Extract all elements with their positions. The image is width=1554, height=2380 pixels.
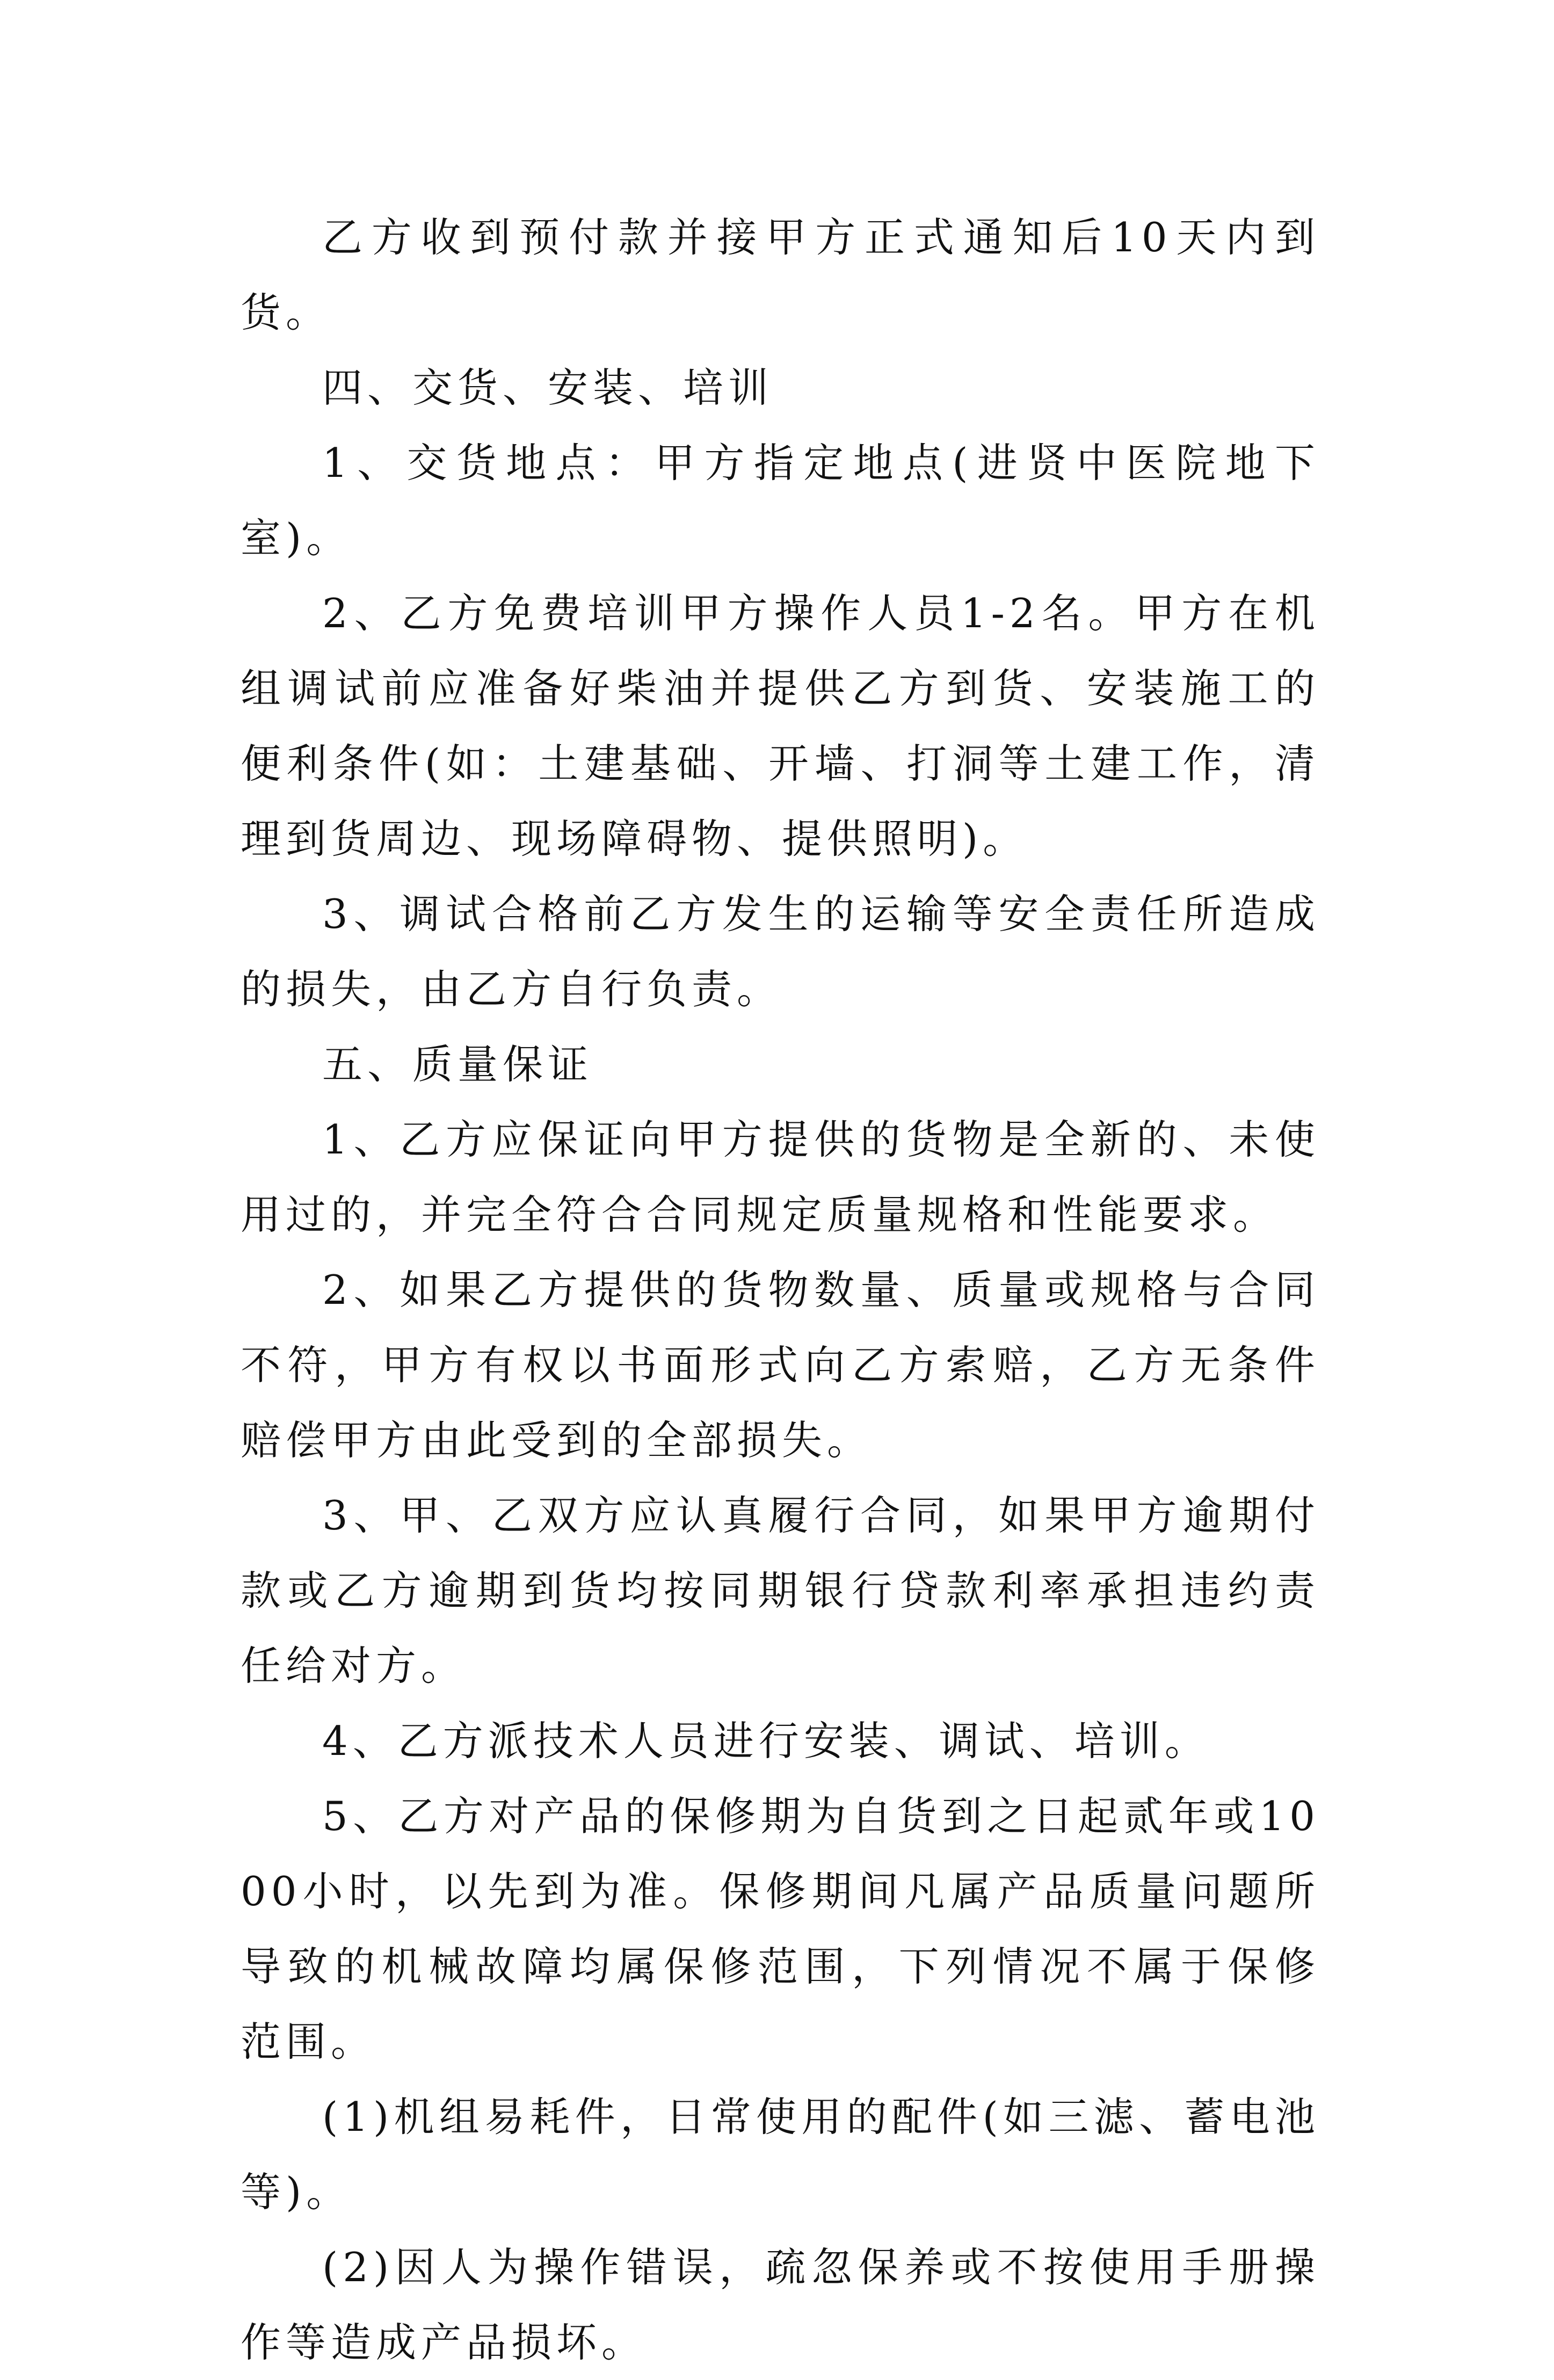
paragraph-exclusion-1: (1)机组易耗件，日常使用的配件(如三滤、蓄电池等)。 [241,2093,1320,2216]
paragraph-5-1: 1、乙方应保证向甲方提供的货物是全新的、未使用过的，并完全符合合同规定质量规格和性能要求。 [241,1116,1320,1238]
paragraph-exclusion-2: (2)因人为操作错误，疏忽保养或不按使用手册操作等造成产品损坏。 [241,2244,1320,2366]
paragraph-5-3: 3、甲、乙双方应认真履行合同，如果甲方逾期付款或乙方逾期到货均按同期银行贷款利率承担违约责任给对方。 [241,1492,1320,1689]
paragraph-delivery-time: 乙方收到预付款并接甲方正式通知后10天内到货。 [241,214,1320,336]
paragraph-5-2: 2、如果乙方提供的货物数量、质量或规格与合同不符，甲方有权以书面形式向乙方索赔，乙方无条件赔偿甲方由此受到的全部损失。 [241,1266,1320,1464]
paragraph-4-1: 1、交货地点：甲方指定地点(进贤中医院地下室)。 [241,439,1320,562]
paragraph-4-2: 2、乙方免费培训甲方操作人员1-2名。甲方在机组调试前应准备好柴油并提供乙方到货、安装施工的便利条件(如：土建基础、开墙、打洞等土建工作，清理到货周边、现场障碍物、提供照明)。 [241,590,1320,862]
heading-section-4: 四、交货、安装、培训 [322,364,774,411]
paragraph-5-4: 4、乙方派技术人员进行安装、调试、培训。 [322,1717,1210,1765]
paragraph-4-3: 3、调试合格前乙方发生的运输等安全责任所造成的损失，由乙方自行负责。 [241,890,1320,1013]
document-body [241,200,1320,2380]
heading-section-5: 五、质量保证 [322,1041,593,1088]
paragraph-5-5: 5、乙方对产品的保修期为自货到之日起贰年或1000小时，以先到为准。保修期间凡属产品质量问题所导致的机械故障均属保修范围，下列情况不属于保修范围。 [241,1793,1320,2065]
